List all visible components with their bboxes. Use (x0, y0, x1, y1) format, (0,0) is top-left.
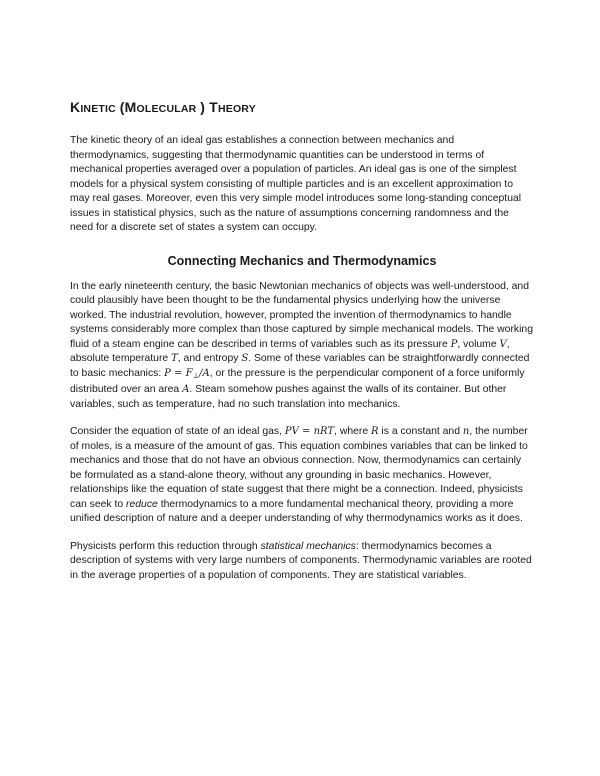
paragraph-equation-of-state: Consider the equation of state of an ideal gas, PV = nRT, where R is a constant and n, the number of moles, is a measure of the amount of gas. This equation combines variables that can be linked to mechanics and those that do not have an obvious connection. Now, thermodynamics can certainly be formulated as a stand-alone theory, without any grounding in basic mechanics. However, relationships like the equation of state suggest that there might be a connection. Indeed, physicists can seek to reduce thermodynamics to a more fundamental mechanical theory, providing a more unified description of nature and a deeper understanding of why thermodynamics works as it does. (70, 426, 528, 524)
pressure-formula: $P = F_\perp/A$ (164, 367, 210, 380)
intro-paragraph: The kinetic theory of an ideal gas establishes a connection between mechanics and thermodynamics, suggesting that thermodynamic quantities can be understood in terms of mechanical properties averaged over a population of particles. An ideal gas is one of the simplest models for a physical system consisting of multiple particles and is an excellent approximation to may real gases. Moreover, even this very simple model introduces some long-standing conceptual issues in statistical physics, such as the nature of assumptions concerning randomness and the need for a discrete set of states a system can occupy. (70, 135, 522, 233)
section-heading: Connecting Mechanics and Thermodynamics (167, 253, 437, 268)
page-title: KINETIC (MOLECULAR ) THEORY (70, 99, 256, 115)
paragraph-newtonian: In the early nineteenth century, the basic Newtonian mechanics of objects was well-understood, and could plausibly have been thought to be the fundamental physics underlying how the universe worked. The industrial revolution, however, prompted the invention of thermodynamics to handle systems considerably more complex than those captured by simple mechanical models. The working fluid of a steam engine can be described in terms of variables such as its pressure P, volume V, absolute temperature T, and entropy S. Some of these variables can be straightforwardly connected to basic mechanics: $P = F_\perp/A$, or the pressure is the perpendicular component of a force uniformly distributed over an area A. Steam somehow pushes against the walls of its container. But other variables, such as temperature, had no such translation into mechanics. (70, 280, 533, 410)
document-content (70, 99, 534, 596)
paragraph-statistical-mechanics: Physicists perform this reduction through statistical mechanics: thermodynamics becomes a description of systems with very large numbers of components. Thermodynamic variables are rooted in the average properties of a population of components. They are statistical variables. (70, 540, 532, 581)
ideal-gas-equation: PV = nRT (284, 426, 335, 437)
